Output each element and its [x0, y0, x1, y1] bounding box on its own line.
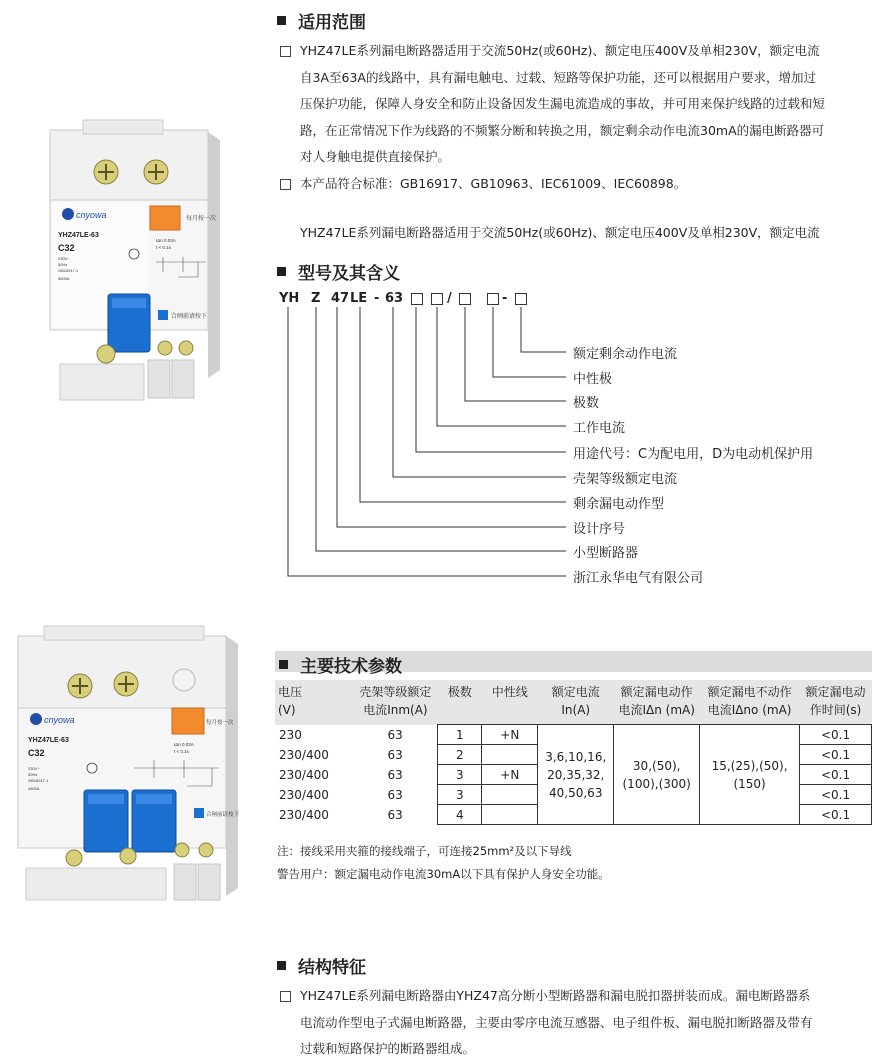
structure-line: 电流动作型电子式漏电断路器，主要由零序电流互感器、电子组件板、漏电脱扣断路器及带有	[300, 1014, 813, 1030]
structure-line: YHZ47LE系列漏电断路器由YHZ47高分断小型断路器和漏电脱扣器拼装而成。漏电断路器系	[300, 988, 811, 1003]
cell-neutral	[482, 745, 538, 765]
cell-neutral: +N	[482, 725, 538, 745]
svg-text:50Hz: 50Hz	[58, 262, 68, 267]
cell-action-time: <0.1	[800, 805, 872, 825]
cell-frame-current: 63	[387, 807, 403, 822]
cell-voltage: 230/400	[279, 807, 329, 822]
svg-text:t < 0.1s: t < 0.1s	[156, 245, 171, 250]
col-header-rated-current: 额定电流 In(A)	[538, 680, 614, 725]
scope-line: 路，在正常情况下作为线路的不频繁分断和转换之用，额定剩余动作电流30mA的漏电断路器可	[300, 122, 825, 138]
section-title-text: 适用范围	[298, 13, 366, 33]
code-z: Z	[311, 291, 321, 306]
svg-text:4500A: 4500A	[28, 786, 40, 791]
code-47: 47	[331, 291, 350, 306]
col-header-leak-action: 额定漏电动作 电流IΔn (mA)	[614, 680, 700, 725]
cell-voltage: 230/400	[279, 747, 329, 762]
cell-poles: 3	[438, 765, 482, 785]
legend-neutral-pole: 中性极	[573, 372, 613, 387]
svg-text:合闸前请按下: 合闸前请按下	[206, 812, 239, 818]
legend-usage-code: 用途代号：C为配电用，D为电动机保护用	[573, 447, 814, 462]
col-header-neutral: 中性线	[482, 680, 538, 725]
cell-action-time: <0.1	[800, 765, 872, 785]
legend-company: 浙江永华电气有限公司	[573, 571, 704, 586]
cell-voltage: 230/400	[279, 787, 329, 802]
note-warning: 警告用户：额定漏电动作电流30mA以下具有保护人身安全功能。	[277, 867, 610, 881]
svg-text:230V~: 230V~	[58, 256, 70, 261]
breaker-image-2	[14, 618, 239, 903]
scope-repeat-line: YHZ47LE系列漏电断路器适用于交流50Hz(或60Hz)、额定电压400V及单相230V，额定电流	[300, 225, 820, 240]
checkbox-bullet-icon	[280, 991, 291, 1002]
cell-action-time: <0.1	[800, 745, 872, 765]
section-title-text: 主要技术参数	[300, 657, 402, 677]
cell-voltage: 230/400	[279, 767, 329, 782]
cell-rated-current: 3,6,10,16, 20,35,32, 40,50,63	[538, 725, 614, 825]
svg-text:t < 0.1s: t < 0.1s	[174, 749, 189, 754]
legend-working-current: 工作电流	[573, 421, 626, 436]
svg-text:每月按一次: 每月按一次	[186, 215, 217, 222]
svg-text:4500A: 4500A	[58, 276, 70, 281]
cell-neutral: +N	[482, 765, 538, 785]
breaker-2-drawing	[14, 618, 239, 903]
cell-action-time: <0.1	[800, 785, 872, 805]
cell-frame-current: 63	[387, 747, 403, 762]
svg-text:每月按一次: 每月按一次	[206, 720, 234, 726]
svg-text:50Hz: 50Hz	[28, 772, 38, 777]
section-square-icon	[279, 660, 288, 669]
standards-text: 本产品符合标准：GB16917、GB10963、IEC61009、IEC60898。	[300, 176, 687, 191]
brand-text: cnyowa	[76, 210, 107, 220]
cell-poles: 4	[438, 805, 482, 825]
cell-neutral	[482, 805, 538, 825]
svg-text:合闸前请按下: 合闸前请按下	[171, 313, 208, 320]
legend-residual-type: 剩余漏电动作型	[573, 497, 665, 512]
svg-text:IΔn 0.03A: IΔn 0.03A	[174, 742, 194, 747]
cell-poles: 3	[438, 785, 482, 805]
svg-text:GB16917.1: GB16917.1	[28, 778, 49, 783]
section-title-text: 型号及其含义	[298, 264, 400, 284]
svg-text:cnyowa: cnyowa	[44, 715, 75, 725]
table-row	[275, 725, 872, 745]
svg-text:IΔn 0.03A: IΔn 0.03A	[156, 238, 176, 243]
legend-mini-breaker: 小型断路器	[573, 546, 639, 561]
structure-paragraph	[280, 983, 880, 1063]
col-header-frame-current: 壳架等级额定 电流Inm(A)	[353, 680, 438, 725]
scope-line: 压保护功能，保障人身安全和防止设备因发生漏电流造成的事故，并可用来保护线路的过载和短	[300, 96, 826, 111]
svg-text:GB16917.1: GB16917.1	[58, 268, 79, 273]
cell-frame-current: 63	[387, 787, 403, 802]
table-header-row	[275, 680, 872, 725]
section-title-tech	[279, 652, 402, 677]
structure-line: 过载和短路保护的断路器组成。	[300, 1041, 476, 1056]
col-header-leak-no-action: 额定漏电不动作 电流IΔno (mA)	[700, 680, 800, 725]
col-header-action-time: 额定漏电动 作时间(s)	[800, 680, 872, 725]
cell-leak-no-action: 15,(25),(50), (150)	[700, 725, 800, 825]
section-title-structure	[277, 953, 366, 978]
col-header-poles: 极数	[438, 680, 482, 725]
cell-action-time: <0.1	[800, 725, 872, 745]
legend-residual-current: 额定剩余动作电流	[573, 347, 678, 362]
section-title-text: 结构特征	[298, 958, 366, 978]
code-yh: YH	[279, 291, 300, 306]
scope-line: 自3A至63A的线路中，具有漏电触电、过载、短路等保护功能，还可以根据用户要求，增加过	[300, 69, 816, 85]
code-dash-1: -	[374, 291, 380, 306]
cell-frame-current: 63	[387, 727, 403, 742]
cell-poles: 2	[438, 745, 482, 765]
code-slash: /	[447, 291, 452, 306]
legend-design-number: 设计序号	[573, 522, 626, 537]
cell-frame-current: 63	[387, 767, 403, 782]
legend-frame-current: 壳架等级额定电流	[573, 472, 678, 487]
note-wiring: 注：接线采用夹箍的接线端子，可连接25mm²及以下导线	[277, 844, 572, 858]
tech-params-table	[275, 680, 872, 825]
svg-text:C32: C32	[58, 243, 75, 253]
scope-line: YHZ47LE系列漏电断路器适用于交流50Hz(或60Hz)、额定电压400V及单相230V，额定电流	[300, 43, 820, 58]
cell-voltage: 230	[279, 727, 302, 742]
svg-text:230V~: 230V~	[28, 766, 40, 771]
svg-text:YHZ47LE-63: YHZ47LE-63	[28, 737, 69, 744]
cell-poles: 1	[438, 725, 482, 745]
scope-line: 对人身触电提供直接保护。	[300, 149, 451, 164]
code-le: LE	[350, 291, 368, 306]
cell-neutral	[482, 785, 538, 805]
svg-text:YHZ47LE-63: YHZ47LE-63	[58, 232, 99, 239]
cell-leak-action: 30,(50), (100),(300)	[614, 725, 700, 825]
col-header-voltage: 电压 (V)	[275, 680, 353, 725]
section-square-icon	[277, 961, 286, 970]
svg-text:C32: C32	[28, 748, 45, 758]
code-63: 63	[385, 291, 404, 306]
code-dash-2: -	[502, 291, 508, 306]
legend-poles: 极数	[573, 396, 600, 411]
